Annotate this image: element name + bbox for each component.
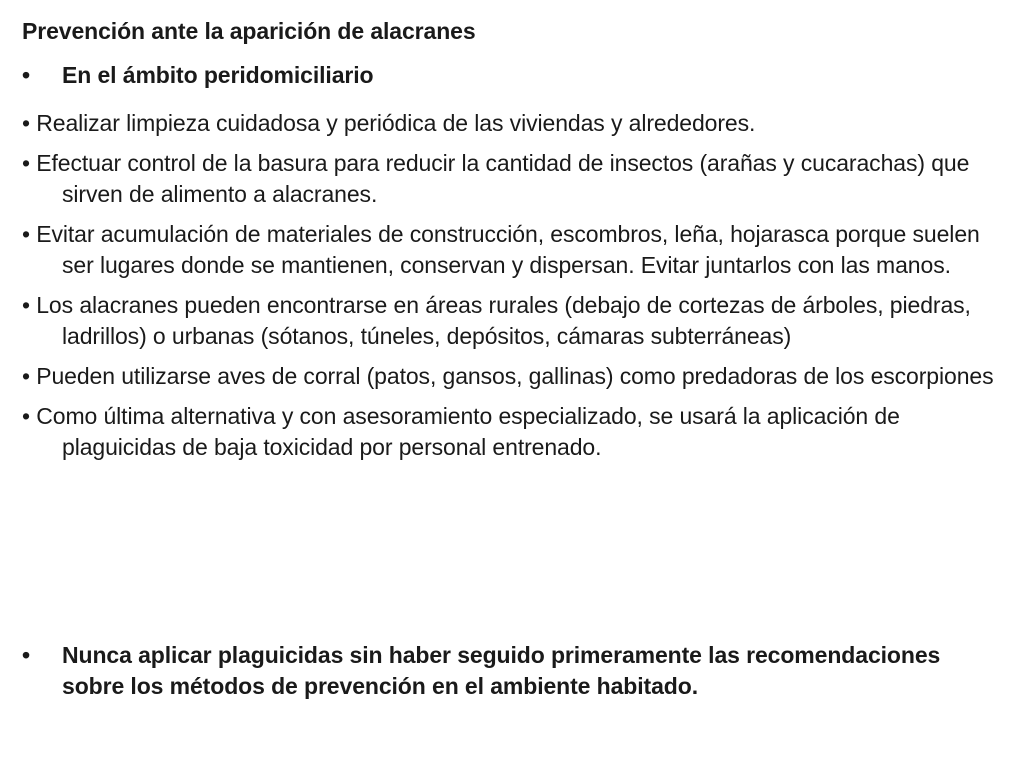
bullet-mark: • bbox=[22, 62, 30, 88]
list-item: • Los alacranes pueden encontrarse en áreas rurales (debajo de cortezas de árboles, piedras, ladrillos) o urbanas (sótanos, túneles, depósitos, cámaras subterráneas) bbox=[22, 292, 971, 349]
section-subheading bbox=[22, 60, 374, 91]
list-item: • Efectuar control de la basura para reducir la cantidad de insectos (arañas y cucarachas) que sirven de alimento a alacranes. bbox=[22, 150, 970, 207]
list-item: • Evitar acumulación de materiales de construcción, escombros, leña, hojarasca porque suelen ser lugares donde se mantienen, conservan y dispersan. Evitar juntarlos con las manos. bbox=[22, 221, 980, 278]
slide-title: Prevención ante la aparición de alacranes bbox=[22, 18, 476, 44]
final-warning-text: Nunca aplicar plaguicidas sin haber seguido primeramente las recomendaciones sobre los métodos de prevención en el ambiente habitado. bbox=[62, 642, 941, 699]
final-warning bbox=[22, 640, 1007, 702]
subheading-text: En el ámbito peridomiciliario bbox=[62, 62, 374, 88]
bullet-mark: • bbox=[22, 642, 30, 668]
list-item: • Pueden utilizarse aves de corral (patos, gansos, gallinas) como predadoras de los escorpiones bbox=[22, 363, 994, 389]
list-item: • Como última alternativa y con asesoramiento especializado, se usará la aplicación de plaguicidas de baja toxicidad por personal entrenado. bbox=[22, 403, 900, 460]
recommendation-list bbox=[22, 108, 1007, 472]
list-item: • Realizar limpieza cuidadosa y periódica de las viviendas y alrededores. bbox=[22, 110, 756, 136]
